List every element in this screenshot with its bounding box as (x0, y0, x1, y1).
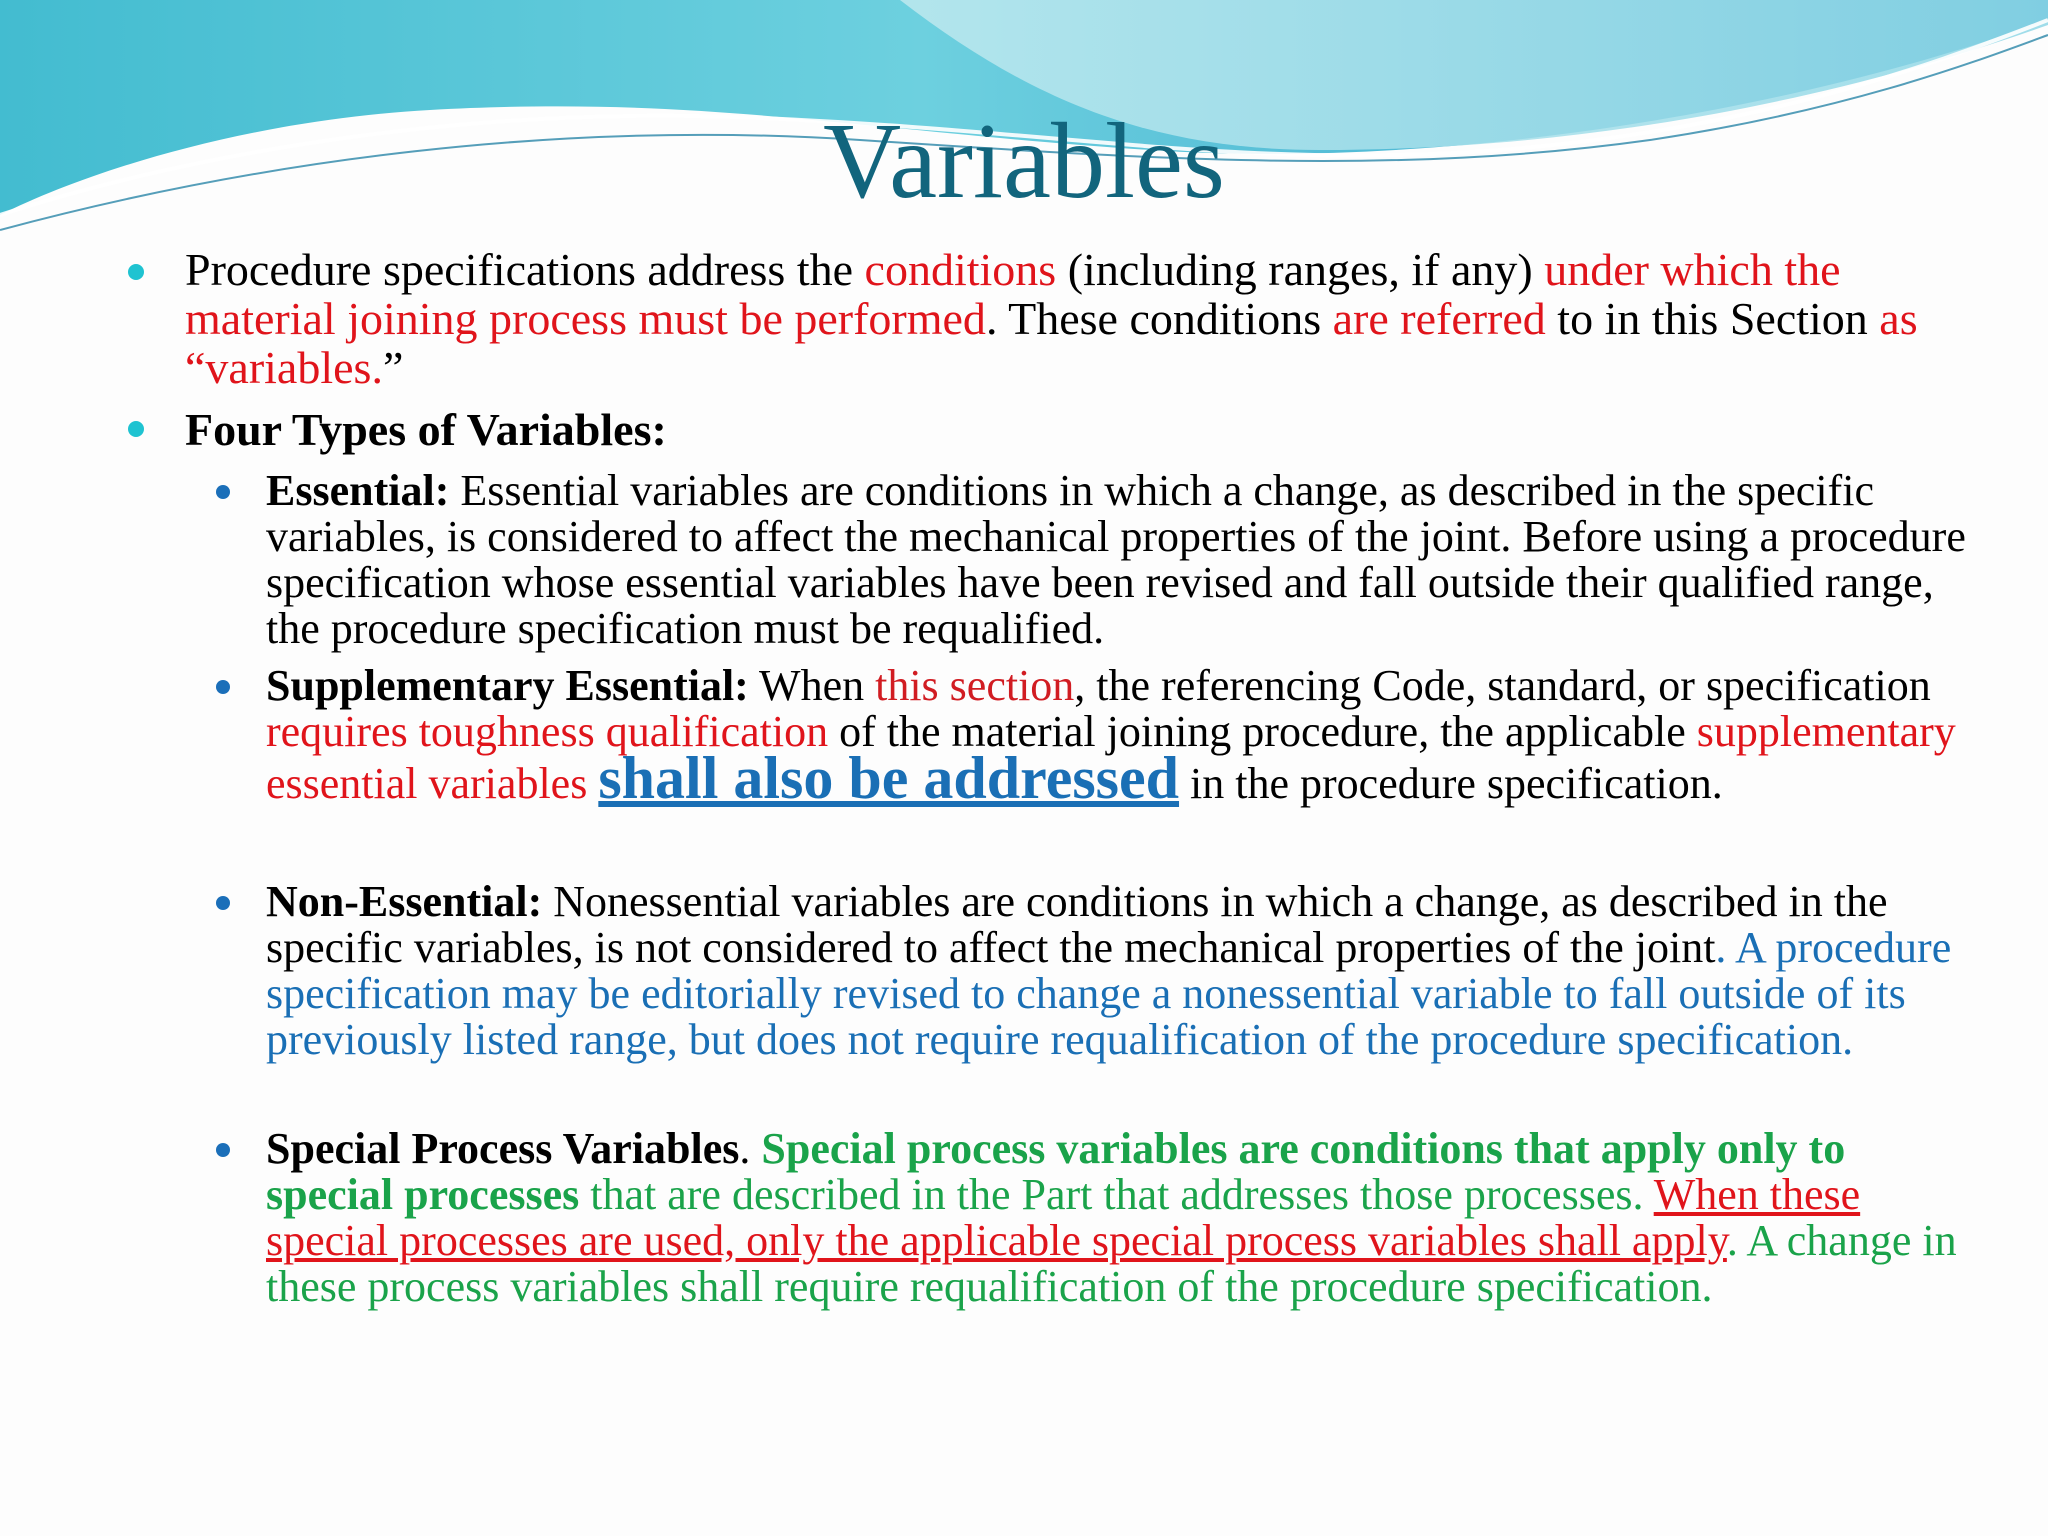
bullet-dot (128, 421, 144, 437)
slide-title: Variables (823, 102, 1225, 221)
supplementary-highlight: requires toughness qualification (266, 707, 829, 756)
special-green-text: that are described in the Part that addresses those processes. (579, 1170, 1654, 1219)
supplementary-text: in the procedure specification. (1179, 759, 1723, 808)
special-text: . (739, 1124, 762, 1173)
non-essential-highlight: . A procedure specification may be editorially revised to change a nonessential variable to fall outside of its previously listed range, but does not require requalification of the procedure specification. (266, 923, 1952, 1064)
intro-highlight: as (1879, 293, 1918, 344)
special-label: Special Process Variables (266, 1124, 740, 1173)
special-green-text: . A change in these process variables shall require requalification of the procedure specification. (266, 1216, 1957, 1311)
supplementary-text: of the material joining procedure, the applicable (828, 707, 1697, 756)
essential-item (266, 468, 1966, 652)
intro-highlight: under which the material joining process must be performed (185, 244, 1841, 344)
bullet-dot (216, 485, 230, 499)
intro-highlight: “variables. (185, 342, 383, 393)
supplementary-item (266, 661, 1966, 811)
types-heading-text: Four Types of Variables: (185, 404, 667, 455)
bullet-dot (216, 896, 230, 910)
essential-text: Essential variables are conditions in which a change, as described in the specific variables, is considered to affect the mechanical properties of the joint. Before using a procedure specification whose essential variables have been revised and fall outside their qualified range, the procedure specification must be requalified. (266, 466, 1966, 653)
intro-text: (including ranges, if any) (1056, 244, 1545, 295)
intro-highlight: are referred (1332, 293, 1546, 344)
special-underlined-red: When these special processes are used, only the applicable special process variables shall apply (266, 1170, 1861, 1265)
non-essential-item (266, 879, 1966, 1063)
types-heading (185, 405, 1945, 454)
supplementary-text: , the referencing Code, standard, or specification (1074, 661, 1931, 710)
bullet-dot (216, 680, 230, 694)
supplementary-highlight: this section (875, 661, 1075, 710)
intro-text: . These conditions (985, 293, 1333, 344)
special-bold-green: Special process variables are conditions that apply only to special processes (266, 1124, 1846, 1219)
intro-text: to in this Section (1545, 293, 1880, 344)
bullet-dot (128, 264, 144, 280)
special-item (266, 1126, 1966, 1310)
intro-text: Procedure specifications address the (185, 244, 865, 295)
shall-also-be-addressed-link[interactable]: shall also be addressed (598, 745, 1180, 811)
non-essential-text: Nonessential variables are conditions in which a change, as described in the specific variables, is not considered to affect the mechanical properties of the joint (266, 877, 1888, 972)
bullet-dot (216, 1143, 230, 1157)
intro-paragraph (185, 245, 1945, 392)
essential-label: Essential: (266, 466, 450, 515)
non-essential-label: Non-Essential: (266, 877, 543, 926)
intro-text: ” (382, 342, 404, 393)
supplementary-text: When (748, 661, 876, 710)
supplementary-text (587, 759, 598, 808)
supplementary-label: Supplementary Essential: (266, 661, 749, 710)
intro-highlight: conditions (864, 244, 1057, 295)
supplementary-highlight: supplementary essential variables (266, 707, 1956, 808)
